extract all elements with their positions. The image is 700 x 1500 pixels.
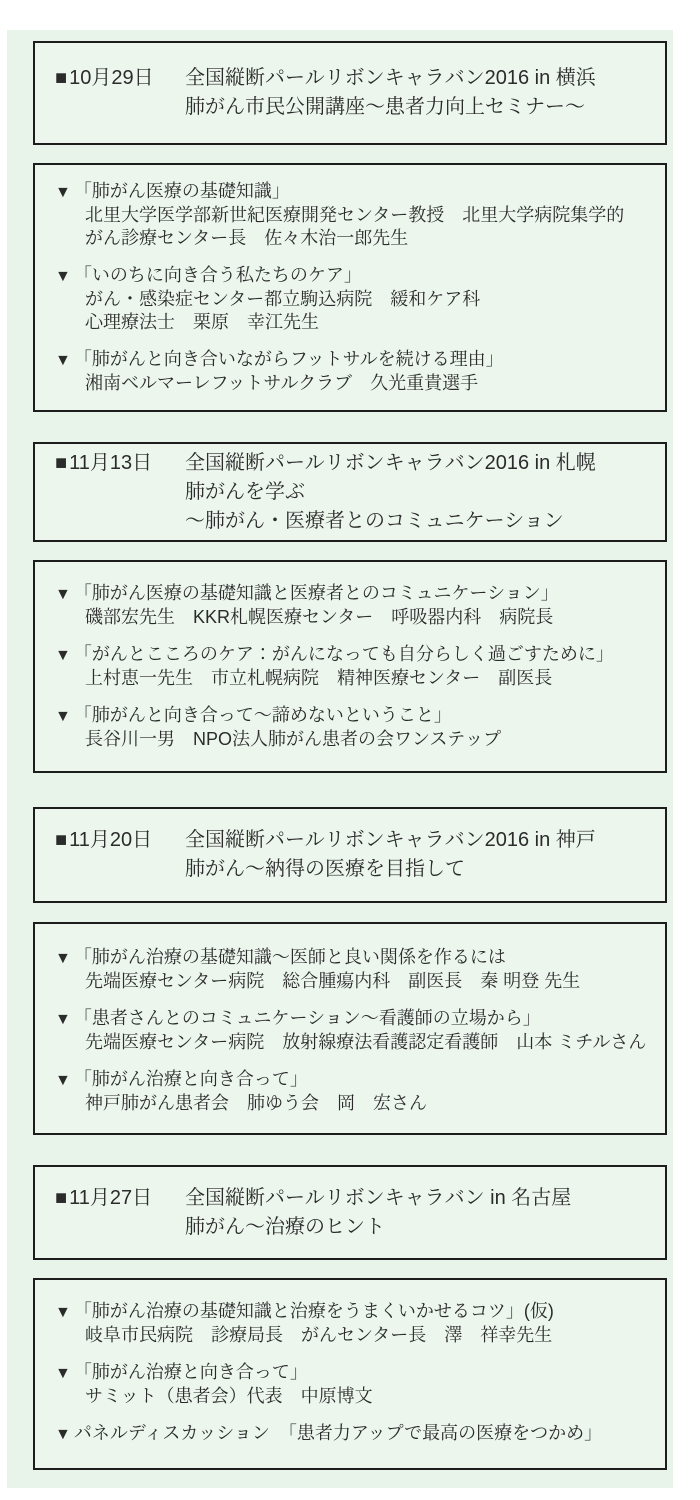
triangle-bullet-icon: ▼ bbox=[55, 586, 71, 603]
program-item-detail: 長谷川一男 NPO法人肺がん患者の会ワンステップ bbox=[85, 729, 502, 749]
program-item-title-text: 「肺がんと向き合いながらフットサルを続ける理由」 bbox=[73, 349, 504, 369]
event-title-line: 肺がんを学ぶ bbox=[185, 480, 305, 503]
event-date-text: 11月20日 bbox=[69, 829, 153, 851]
event-title-line: 全国縦断パールリボンキャラバン2016 in 札幌 bbox=[185, 451, 596, 474]
program-item-title-text: パネルディスカッション 「患者力アップで最高の医療をつかめ」 bbox=[73, 1423, 603, 1443]
event-header-box-sapporo bbox=[33, 442, 667, 542]
event-title-line: ～肺がん・医療者とのコミュニケーション bbox=[185, 509, 564, 532]
program-item bbox=[55, 348, 653, 395]
triangle-bullet-icon: ▼ bbox=[55, 1365, 71, 1382]
triangle-bullet-icon: ▼ bbox=[55, 1426, 71, 1443]
program-item-title bbox=[55, 180, 653, 204]
event-program-box-yokohama bbox=[33, 163, 667, 412]
program-item-title-text: 「肺がん治療の基礎知識と治療をうまくいかせるコツ」(仮) bbox=[73, 1301, 554, 1321]
event-date-text: 11月13日 bbox=[69, 451, 153, 474]
program-item-detail: 湘南ベルマーレフットサルクラブ 久光重貴選手 bbox=[85, 373, 479, 393]
program-item bbox=[55, 704, 653, 751]
program-item-title bbox=[55, 348, 653, 372]
triangle-bullet-icon: ▼ bbox=[55, 352, 71, 369]
program-item-detail: 上村恵一先生 市立札幌病院 精神医療センター 副医長 bbox=[85, 668, 553, 688]
event-program-box-sapporo bbox=[33, 560, 667, 773]
program-item-title bbox=[55, 643, 653, 667]
program-item-detail: 先端医療センター病院 放射線療法看護認定看護師 山本 ミチルさん bbox=[85, 1032, 647, 1052]
square-bullet-icon: ■ bbox=[55, 829, 68, 851]
program-item bbox=[55, 643, 653, 690]
square-bullet-icon: ■ bbox=[55, 67, 68, 89]
program-item-title-text: 「患者さんとのコミュニケーション～看護師の立場から」 bbox=[73, 1008, 541, 1028]
program-item-title bbox=[55, 946, 653, 970]
event-title-line: 全国縦断パールリボンキャラバン in 名古屋 bbox=[185, 1186, 572, 1209]
event-header-row bbox=[35, 449, 665, 536]
program-item bbox=[55, 1422, 653, 1446]
event-title-line: 肺がん～治療のヒント bbox=[185, 1215, 385, 1238]
program-item bbox=[55, 582, 653, 629]
event-date bbox=[55, 64, 185, 122]
event-header-box-yokohama bbox=[33, 41, 667, 145]
program-item-title-text: 「いのちに向き合う私たちのケア」 bbox=[73, 265, 362, 285]
program-item bbox=[55, 180, 653, 250]
triangle-bullet-icon: ▼ bbox=[55, 1011, 71, 1028]
event-header-row bbox=[35, 826, 665, 884]
event-title bbox=[185, 1184, 655, 1242]
event-title-line: 肺がん～納得の医療を目指して bbox=[185, 858, 465, 880]
event-date bbox=[55, 826, 185, 884]
program-item-detail: 先端医療センター病院 総合腫瘍内科 副医長 秦 明登 先生 bbox=[85, 971, 581, 991]
program-item bbox=[55, 946, 653, 993]
event-title-line: 全国縦断パールリボンキャラバン2016 in 横浜 bbox=[185, 67, 596, 89]
program-item-title bbox=[55, 704, 653, 728]
program-item-title bbox=[55, 1300, 653, 1324]
triangle-bullet-icon: ▼ bbox=[55, 708, 71, 725]
event-header-row bbox=[35, 64, 665, 122]
event-title bbox=[185, 826, 655, 884]
program-item bbox=[55, 264, 653, 334]
event-date-text: 11月27日 bbox=[69, 1186, 153, 1209]
event-title bbox=[185, 449, 655, 536]
event-date-text: 10月29日 bbox=[69, 67, 154, 89]
event-header-box-nagoya bbox=[33, 1165, 667, 1260]
event-date bbox=[55, 449, 185, 536]
program-item-detail: がん・感染症センター都立駒込病院 緩和ケア科 bbox=[85, 289, 481, 309]
program-item-title bbox=[55, 264, 653, 288]
event-title-line: 全国縦断パールリボンキャラバン2016 in 神戸 bbox=[185, 829, 596, 851]
program-item bbox=[55, 1361, 653, 1408]
square-bullet-icon: ■ bbox=[55, 451, 68, 474]
event-program-box-kobe bbox=[33, 922, 667, 1135]
program-item-detail: がん診療センター長 佐々木治一郎先生 bbox=[85, 228, 409, 248]
event-date bbox=[55, 1184, 185, 1242]
program-item-title-text: 「肺がん医療の基礎知識と医療者とのコミュニケーション」 bbox=[73, 583, 559, 603]
triangle-bullet-icon: ▼ bbox=[55, 184, 71, 201]
event-program-box-nagoya bbox=[33, 1278, 667, 1470]
program-item bbox=[55, 1007, 653, 1054]
program-item-title bbox=[55, 1422, 653, 1446]
program-item-detail: 心理療法士 栗原 幸江先生 bbox=[85, 312, 319, 332]
program-item-title-text: 「肺がん治療と向き合って」 bbox=[73, 1069, 308, 1089]
program-item-detail: 北里大学医学部新世紀医療開発センター教授 北里大学病院集学的 bbox=[85, 205, 625, 225]
program-item-detail: 磯部宏先生 KKR札幌医療センター 呼吸器内科 病院長 bbox=[85, 607, 554, 627]
triangle-bullet-icon: ▼ bbox=[55, 1072, 71, 1089]
triangle-bullet-icon: ▼ bbox=[55, 950, 71, 967]
event-header-box-kobe bbox=[33, 807, 667, 903]
program-item-title-text: 「肺がん治療の基礎知識～医師と良い関係を作るには bbox=[73, 947, 506, 967]
square-bullet-icon: ■ bbox=[55, 1186, 68, 1209]
program-item-title bbox=[55, 1007, 653, 1031]
triangle-bullet-icon: ▼ bbox=[55, 647, 71, 664]
triangle-bullet-icon: ▼ bbox=[55, 268, 71, 285]
program-item-detail: サミット（患者会）代表 中原博文 bbox=[85, 1386, 373, 1406]
event-title-line: 肺がん市民公開講座～患者力向上セミナー～ bbox=[185, 96, 585, 118]
program-item-title-text: 「がんとこころのケア：がんになっても自分らしく過ごすために」 bbox=[73, 644, 614, 664]
program-item-title-text: 「肺がん治療と向き合って」 bbox=[73, 1362, 308, 1382]
program-item-title bbox=[55, 582, 653, 606]
program-item bbox=[55, 1300, 653, 1347]
program-item bbox=[55, 1068, 653, 1115]
event-title bbox=[185, 64, 655, 122]
program-item-detail: 神戸肺がん患者会 肺ゆう会 岡 宏さん bbox=[85, 1093, 427, 1113]
triangle-bullet-icon: ▼ bbox=[55, 1304, 71, 1321]
program-item-title bbox=[55, 1068, 653, 1092]
program-item-detail: 岐阜市民病院 診療局長 がんセンター長 澤 祥幸先生 bbox=[85, 1325, 553, 1345]
program-item-title-text: 「肺がんと向き合って～諦めないということ」 bbox=[73, 705, 452, 725]
program-item-title-text: 「肺がん医療の基礎知識」 bbox=[73, 181, 290, 201]
event-header-row bbox=[35, 1184, 665, 1242]
program-item-title bbox=[55, 1361, 653, 1385]
